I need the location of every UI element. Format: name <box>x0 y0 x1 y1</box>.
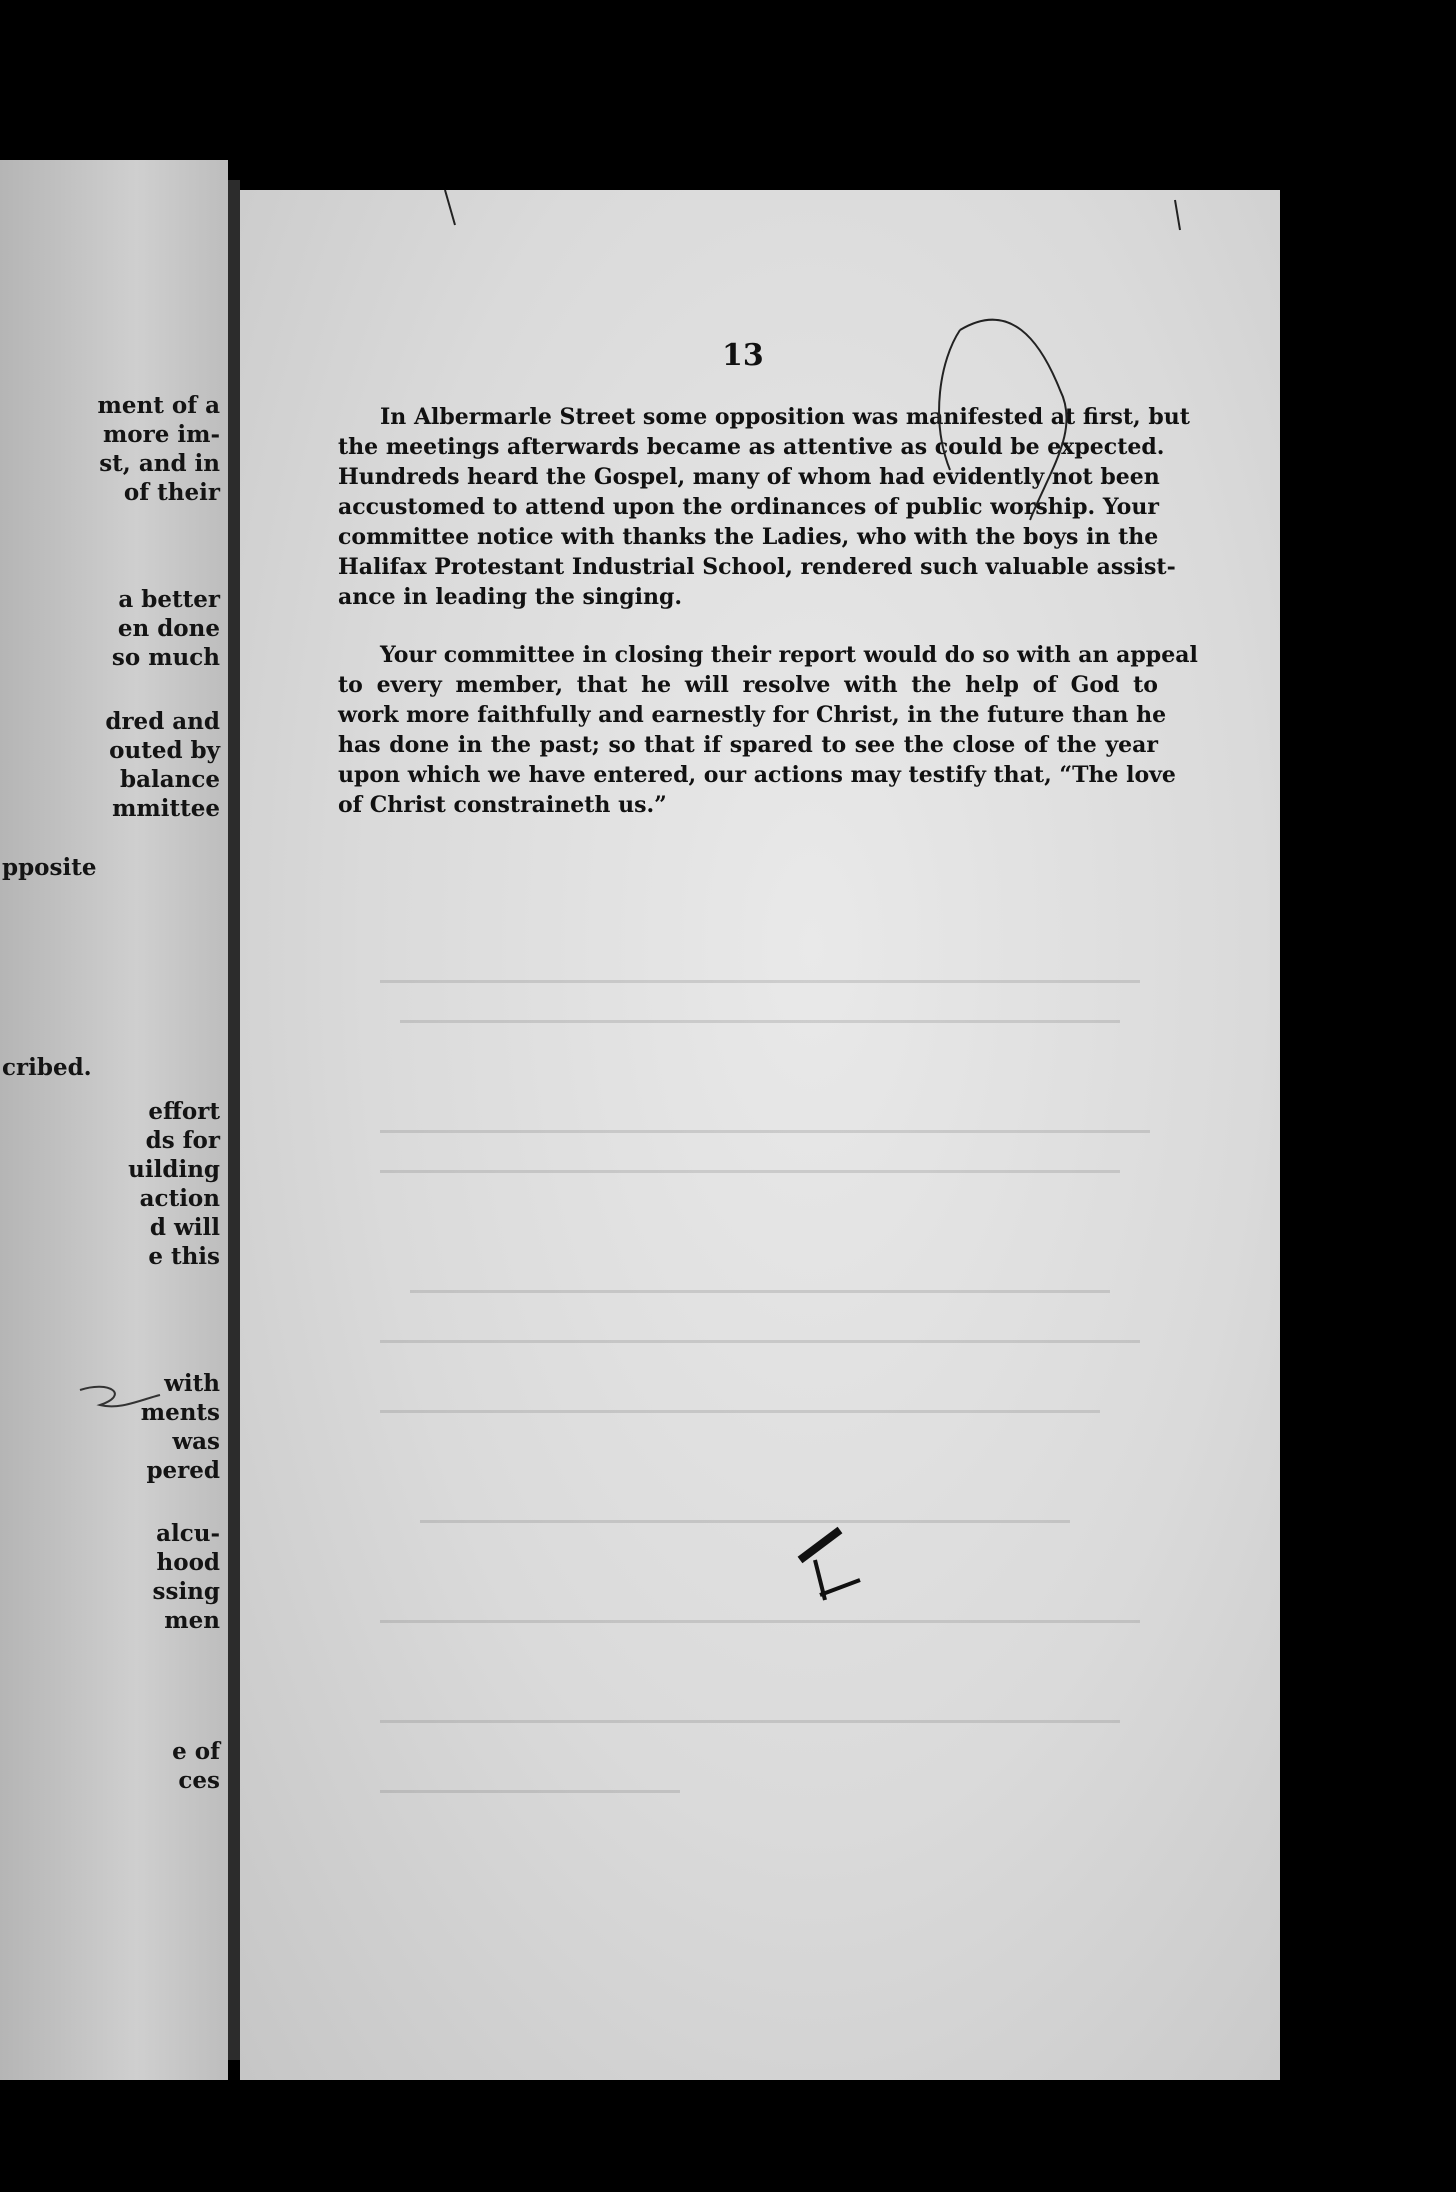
text-line: ance in leading the singing. <box>338 584 683 610</box>
left-fragment: st, and in <box>99 450 220 477</box>
left-fragment: e this <box>148 1243 220 1270</box>
left-fragment: hood <box>156 1549 220 1576</box>
left-fragment: mmittee <box>112 795 220 822</box>
left-fragment: alcu- <box>156 1520 220 1547</box>
left-fragment: pposite <box>2 854 97 881</box>
text-line: to every member, that he will resolve with the help of God to <box>338 672 1158 698</box>
left-fragment: cribed. <box>2 1054 92 1081</box>
left-fragment: more im- <box>102 421 220 448</box>
text-line: upon which we have entered, our actions may testify that, “The love <box>338 762 1176 788</box>
left-fragment: a better <box>118 586 220 613</box>
scratch-mark <box>1175 200 1180 230</box>
text-line: of Christ constraineth us.” <box>338 792 667 818</box>
left-fragment: so much <box>111 644 220 671</box>
text-line: work more faithfully and earnestly for Christ, in the future than he <box>338 702 1167 728</box>
ink-smudge <box>815 1560 860 1600</box>
text-line: In Albermarle Street some opposition was manifested at first, but <box>380 404 1190 430</box>
text-line: the meetings afterwards became as attentive as could be expected. <box>338 434 1165 460</box>
scratch-mark <box>445 190 455 225</box>
left-fragment: e of <box>172 1738 220 1765</box>
left-fragment: ment of a <box>97 392 220 419</box>
left-fragment: balance <box>120 766 220 793</box>
text-line: Your committee in closing their report would do so with an appeal <box>380 642 1198 668</box>
left-fragment: ssing <box>152 1578 220 1605</box>
text-line: has done in the past; so that if spared to see the close of the year <box>338 732 1158 758</box>
text-line: Halifax Protestant Industrial School, rendered such valuable assist- <box>338 554 1176 580</box>
left-fragment: ments <box>140 1399 220 1426</box>
left-fragment: ces <box>178 1767 220 1794</box>
left-fragment: outed by <box>109 737 220 764</box>
left-fragment: effort <box>148 1098 220 1125</box>
pencil-mark <box>80 1387 160 1407</box>
left-fragment: dred and <box>105 708 220 735</box>
left-fragment: en done <box>117 615 220 642</box>
left-fragment: d will <box>149 1214 220 1241</box>
left-fragment: men <box>164 1607 220 1634</box>
left-fragment: action <box>139 1185 220 1212</box>
page-number: 13 <box>722 338 764 373</box>
text-line: committee notice with thanks the Ladies, who with the boys in the <box>338 524 1159 550</box>
ink-smudge <box>800 1530 840 1560</box>
left-fragment: uilding <box>128 1156 220 1183</box>
hair-artifact <box>939 320 1066 520</box>
text-line: Hundreds heard the Gospel, many of whom had evidently not been <box>338 464 1160 490</box>
left-fragment: with <box>164 1370 220 1397</box>
left-fragment: pered <box>146 1457 220 1484</box>
left-fragment: ds for <box>145 1127 220 1154</box>
left-fragment: was <box>172 1428 220 1455</box>
text-line: accustomed to attend upon the ordinances of public worship. Your <box>338 494 1159 520</box>
left-fragment: of their <box>123 479 220 506</box>
